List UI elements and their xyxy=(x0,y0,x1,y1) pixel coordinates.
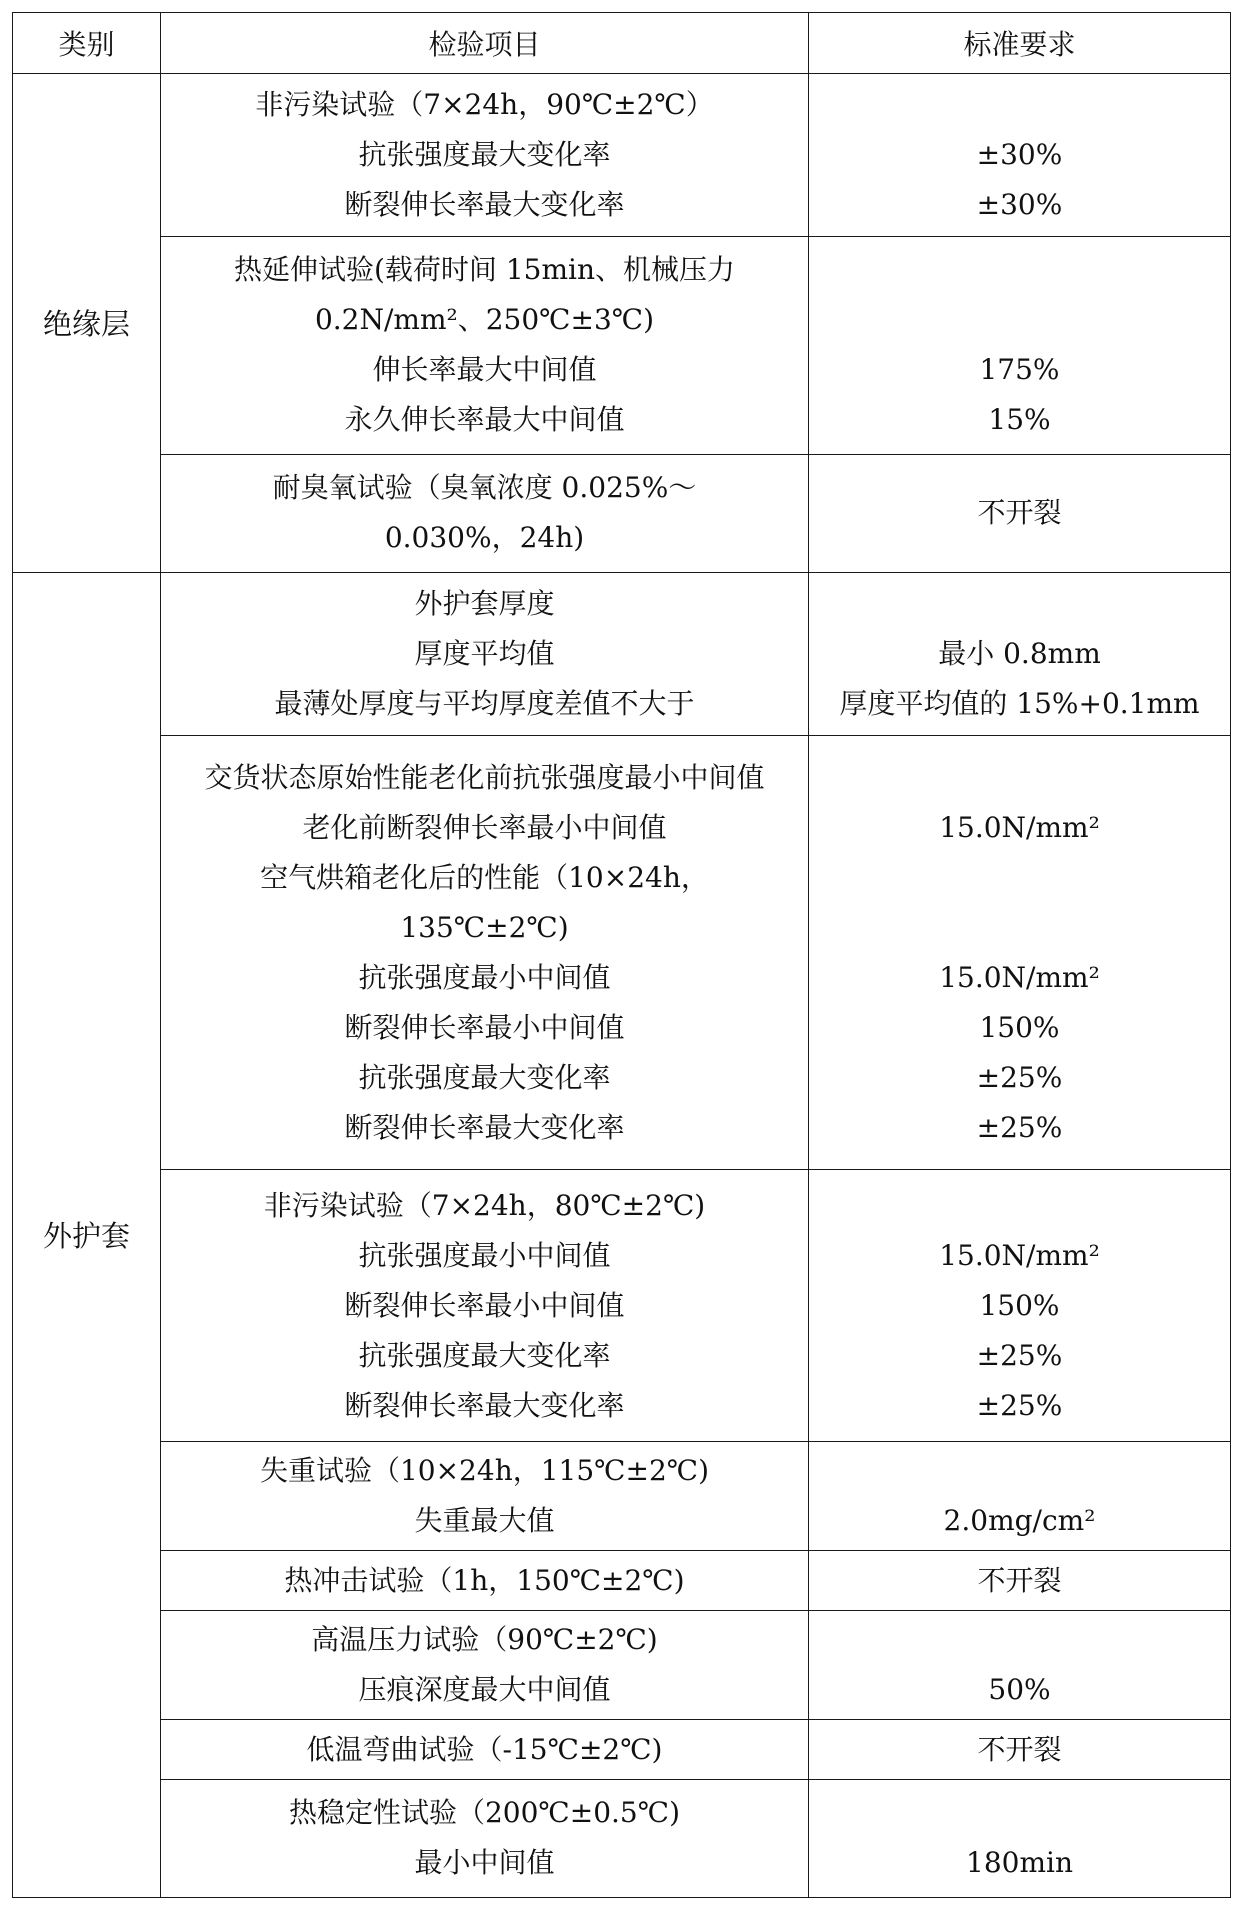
standard-cell xyxy=(809,1170,1231,1442)
standard-line xyxy=(809,80,1230,130)
item-line: 热延伸试验(载荷时间 15min、机械压力 xyxy=(234,253,735,287)
item-line: 压痕深度最大中间值 xyxy=(358,1673,611,1707)
standard-cell xyxy=(809,1442,1231,1551)
standard-cell xyxy=(809,1720,1231,1780)
item-cell xyxy=(161,736,809,1170)
standard-cell xyxy=(809,1551,1231,1611)
inspection-table xyxy=(12,12,1231,1898)
item-cell xyxy=(161,1442,809,1551)
standard-line xyxy=(809,1615,1230,1665)
category-cell: 绝缘层 xyxy=(13,73,161,572)
item-line: 空气烘箱老化后的性能（10×24h， xyxy=(260,860,709,894)
standard-line xyxy=(809,295,1230,345)
table-row xyxy=(13,1720,1231,1780)
item-line: 伸长率最大中间值 xyxy=(372,353,597,387)
item-cell xyxy=(161,1170,809,1442)
standard-line xyxy=(809,903,1230,953)
item-line: 断裂伸长率最小中间值 xyxy=(344,1010,625,1044)
standard-line: 180min xyxy=(966,1846,1073,1880)
header-standard: 标准要求 xyxy=(809,13,1231,74)
item-line: 高温压力试验（90℃±2℃) xyxy=(311,1623,658,1657)
item-cell xyxy=(161,1720,809,1780)
item-line: 135℃±2℃) xyxy=(400,910,569,944)
header-category: 类别 xyxy=(13,13,161,74)
table-row xyxy=(13,1551,1231,1611)
table-row xyxy=(13,1611,1231,1720)
item-line: 外护套厚度 xyxy=(414,586,555,620)
item-line: 最薄处厚度与平均厚度差值不大于 xyxy=(274,686,695,720)
table-row xyxy=(13,1442,1231,1551)
item-cell xyxy=(161,1551,809,1611)
category-cell: 外护套 xyxy=(13,572,161,1897)
standard-line: 最小 0.8mm xyxy=(938,636,1101,670)
standard-line: 150% xyxy=(979,1010,1060,1044)
table-row xyxy=(13,736,1231,1170)
item-line: 抗张强度最大变化率 xyxy=(358,137,611,171)
standard-cell xyxy=(809,736,1231,1170)
standard-line xyxy=(809,579,1230,629)
table-row xyxy=(13,1779,1231,1897)
item-line: 0.030%，24h) xyxy=(384,521,585,555)
standard-line: 50% xyxy=(988,1673,1051,1707)
item-line: 0.2N/mm²、250℃±3℃) xyxy=(314,303,655,337)
standard-line: 15.0N/mm² xyxy=(939,960,1100,994)
standard-line: 不开裂 xyxy=(977,1563,1062,1597)
standard-line xyxy=(809,1446,1230,1496)
item-line: 失重最大值 xyxy=(414,1504,555,1538)
table-row xyxy=(13,454,1231,572)
table-row xyxy=(13,572,1231,735)
standard-line xyxy=(809,853,1230,903)
standard-cell xyxy=(809,572,1231,735)
item-line: 交货状态原始性能老化前抗张强度最小中间值 xyxy=(204,760,765,794)
item-line: 非污染试验（7×24h，90℃±2℃） xyxy=(255,87,714,121)
item-cell xyxy=(161,572,809,735)
item-line: 抗张强度最大变化率 xyxy=(358,1060,611,1094)
standard-line: 15% xyxy=(988,403,1051,437)
standard-cell xyxy=(809,454,1231,572)
standard-cell xyxy=(809,1611,1231,1720)
standard-line xyxy=(809,753,1230,803)
item-line: 断裂伸长率最大变化率 xyxy=(344,1110,625,1144)
item-cell xyxy=(161,1779,809,1897)
item-line: 断裂伸长率最大变化率 xyxy=(344,187,625,221)
item-cell xyxy=(161,73,809,236)
standard-line: 15.0N/mm² xyxy=(939,810,1100,844)
standard-line: 15.0N/mm² xyxy=(939,1238,1100,1272)
standard-line xyxy=(809,1788,1230,1838)
standard-cell xyxy=(809,1779,1231,1897)
item-cell xyxy=(161,237,809,455)
standard-line: 不开裂 xyxy=(977,496,1062,530)
item-line: 耐臭氧试验（臭氧浓度 0.025%～ xyxy=(272,471,697,505)
item-line: 低温弯曲试验（-15℃±2℃) xyxy=(306,1732,663,1766)
header-row xyxy=(13,13,1231,74)
item-line: 失重试验（10×24h，115℃±2℃) xyxy=(259,1454,710,1488)
standard-line: ±30% xyxy=(976,137,1063,171)
standard-line: ±25% xyxy=(976,1388,1063,1422)
standard-line: ±25% xyxy=(976,1338,1063,1372)
item-line: 厚度平均值 xyxy=(414,636,555,670)
header-item: 检验项目 xyxy=(161,13,809,74)
standard-line: ±30% xyxy=(976,187,1063,221)
standard-line: 厚度平均值的 15%+0.1mm xyxy=(839,686,1200,720)
standard-line: ±25% xyxy=(976,1060,1063,1094)
item-cell xyxy=(161,1611,809,1720)
standard-line: 175% xyxy=(979,353,1060,387)
item-line: 抗张强度最小中间值 xyxy=(358,960,611,994)
standard-line: 不开裂 xyxy=(977,1732,1062,1766)
item-line: 非污染试验（7×24h，80℃±2℃) xyxy=(263,1188,706,1222)
item-line: 热冲击试验（1h，150℃±2℃) xyxy=(284,1563,685,1597)
standard-line: 2.0mg/cm² xyxy=(943,1504,1096,1538)
item-line: 老化前断裂伸长率最小中间值 xyxy=(302,810,667,844)
standard-line xyxy=(809,1181,1230,1231)
item-line: 抗张强度最大变化率 xyxy=(358,1338,611,1372)
item-line: 断裂伸长率最小中间值 xyxy=(344,1288,625,1322)
item-line: 热稳定性试验（200℃±0.5℃) xyxy=(288,1796,680,1830)
standard-cell xyxy=(809,73,1231,236)
item-line: 永久伸长率最大中间值 xyxy=(344,403,625,437)
standard-line xyxy=(809,245,1230,295)
table-row xyxy=(13,73,1231,236)
item-line: 抗张强度最小中间值 xyxy=(358,1238,611,1272)
standard-line: 150% xyxy=(979,1288,1060,1322)
standard-line: ±25% xyxy=(976,1110,1063,1144)
item-line: 断裂伸长率最大变化率 xyxy=(344,1388,625,1422)
item-line: 最小中间值 xyxy=(414,1846,555,1880)
standard-cell xyxy=(809,237,1231,455)
table-body xyxy=(13,13,1231,1898)
item-cell xyxy=(161,454,809,572)
table-row xyxy=(13,1170,1231,1442)
table-row xyxy=(13,237,1231,455)
